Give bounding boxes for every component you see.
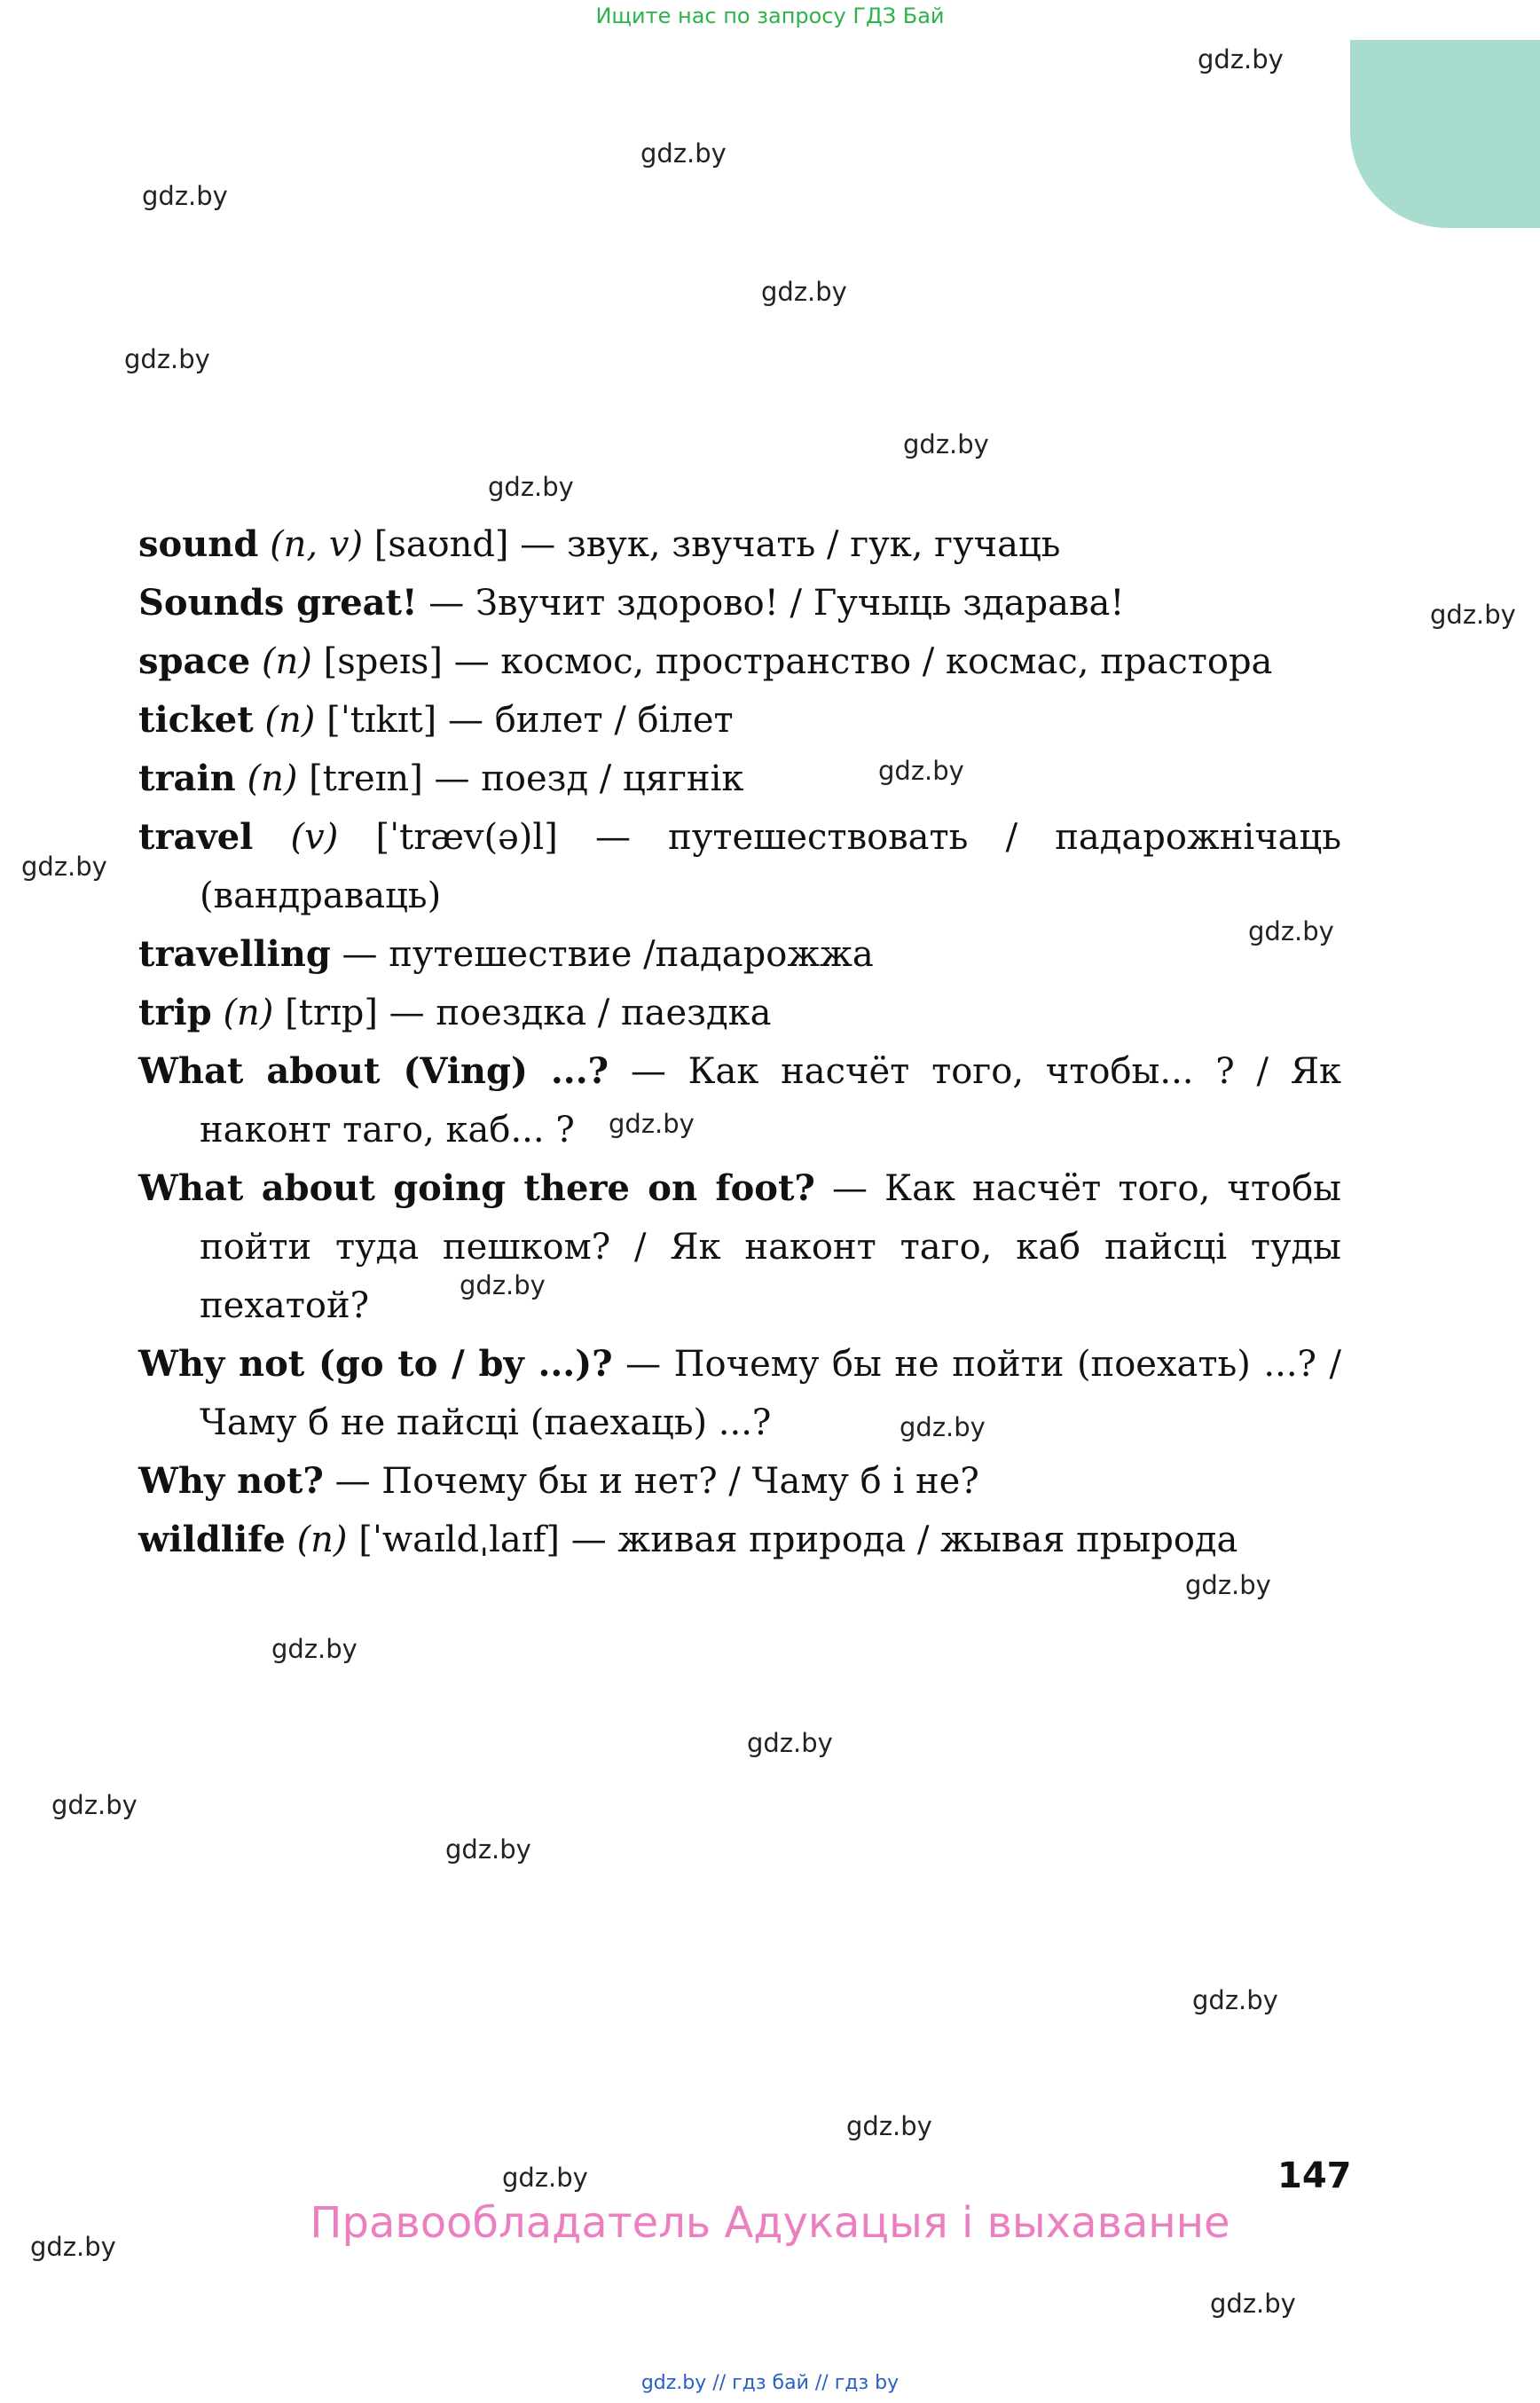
vocabulary-entry: train (n) [treɪn] — поезд / цягнік — [138, 758, 744, 799]
vocabulary-entry: space (n) [speɪs] — космос, пространство / космас, прастора — [138, 640, 1273, 682]
watermark: gdz.by — [900, 1412, 986, 1442]
vocabulary-entry: What about (Ving) ...? — Как насчёт того, чтобы... ? / Як наконт таго, каб... ? — [138, 1050, 1341, 1150]
watermark: gdz.by — [1198, 44, 1284, 75]
copyright-notice: Правообладатель Адукацыя і выхаванне — [310, 2198, 1230, 2248]
watermark: gdz.by — [460, 1270, 546, 1300]
footer-links[interactable]: gdz.by // гдз бай // гдз by — [640, 2372, 900, 2394]
watermark: gdz.by — [502, 2163, 588, 2193]
watermark: gdz.by — [1430, 600, 1516, 630]
watermark: gdz.by — [21, 852, 107, 882]
page-corner-tab — [1350, 40, 1540, 228]
watermark: gdz.by — [878, 756, 964, 786]
watermark: gdz.by — [1248, 916, 1334, 946]
watermark: gdz.by — [488, 472, 574, 502]
vocabulary-list — [138, 515, 1341, 1569]
vocabulary-entry: sound (n, v) [saʊnd] — звук, звучать / гук, гучаць — [138, 523, 1061, 565]
watermark: gdz.by — [903, 429, 989, 459]
watermark: gdz.by — [30, 2232, 116, 2262]
vocabulary-entry: Sounds great! — Звучит здорово! / Гучыць здарава! — [138, 582, 1125, 624]
vocabulary-entry: travel (v) [ˈtræv(ə)l] — путешествовать / падарожнічаць (вандраваць) — [138, 816, 1341, 916]
watermark: gdz.by — [747, 1728, 833, 1758]
watermark: gdz.by — [761, 277, 847, 307]
watermark: gdz.by — [609, 1109, 695, 1139]
vocabulary-entry: Why not (go to / by ...)? — Почему бы не пойти (поехать) ...? / Чаму б не пайсці (паехаць) ...? — [138, 1343, 1341, 1443]
vocabulary-entry: travelling — путешествие /падарожжа — [138, 933, 874, 975]
vocabulary-entry: wildlife (n) [ˈwaɪldˌlaɪf] — живая природа / жывая прырода — [138, 1519, 1238, 1560]
vocabulary-entry: trip (n) [trɪp] — поездка / паездка — [138, 992, 772, 1033]
page-number: 147 — [1277, 2156, 1352, 2196]
watermark: gdz.by — [640, 138, 727, 169]
watermark: gdz.by — [142, 181, 228, 211]
vocabulary-entry: ticket (n) [ˈtɪkɪt] — билет / білет — [138, 699, 734, 741]
watermark: gdz.by — [51, 1790, 138, 1820]
watermark: gdz.by — [445, 1834, 531, 1865]
watermark: gdz.by — [1210, 2289, 1296, 2319]
watermark: gdz.by — [1185, 1570, 1271, 1600]
watermark: gdz.by — [124, 344, 210, 374]
vocabulary-entry: Why not? — Почему бы и нет? / Чаму б і не? — [138, 1460, 979, 1502]
vocabulary-entry: What about going there on foot? — Как насчёт того, чтобы пойти туда пешком? / Як наконт таго, каб пайсці туды пехатой? — [138, 1167, 1341, 1326]
watermark: gdz.by — [846, 2111, 932, 2141]
top-banner: Ищите нас по запросу ГДЗ Бай — [595, 4, 945, 28]
watermark: gdz.by — [1192, 1985, 1278, 2015]
watermark: gdz.by — [271, 1634, 358, 1664]
